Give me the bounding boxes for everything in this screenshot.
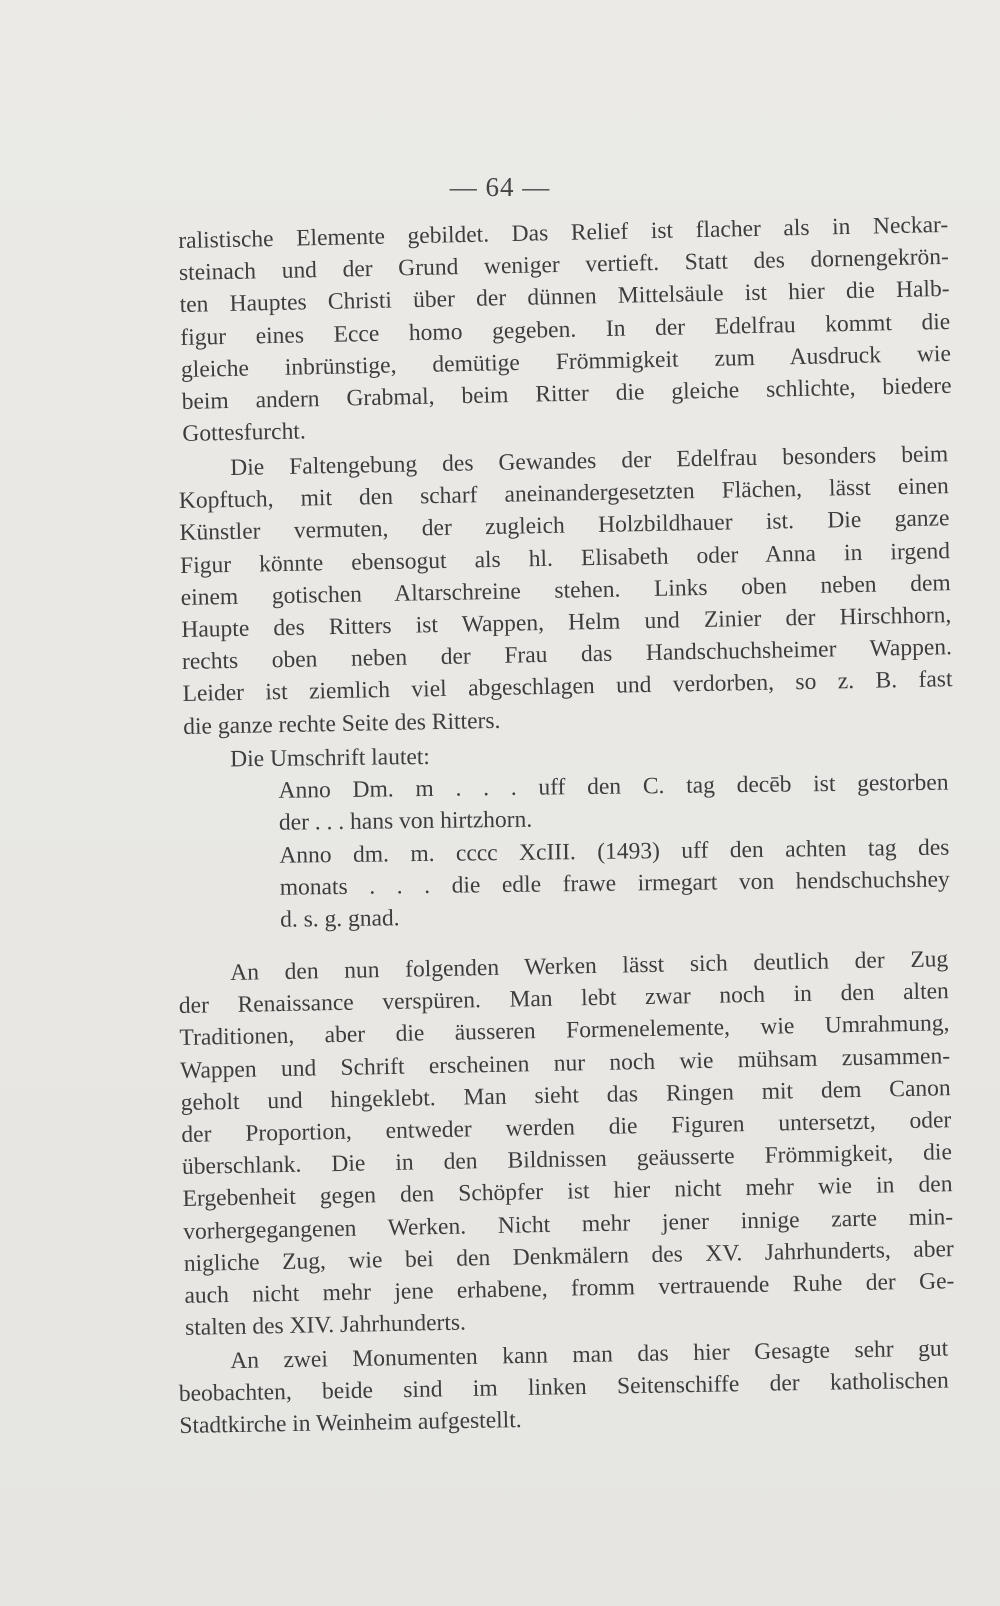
text-line: Ergebenheit gegen den Schöpfer ist hier nicht mehr wie in den	[182, 1171, 953, 1213]
text-line: stalten des XIV. Jahrhunderts.	[184, 1309, 467, 1341]
text-line: Die Faltengebung des Gewandes der Edelfrau besonders beim	[230, 441, 949, 481]
text-line: vorhergegangenen Werken. Nicht mehr jener innige zarte min-	[183, 1203, 954, 1245]
text-line: überschlank. Die in den Bildnissen geäusserte Frömmigkeit, die	[181, 1139, 953, 1181]
text-line: auch nicht mehr jene erhabene, fromm vertrauende Ruhe der Ge-	[184, 1268, 955, 1309]
text-line: nigliche Zug, wie bei den Denkmälern des XV. Jahrhunderts, aber	[183, 1235, 954, 1277]
text-line: die ganze rechte Seite des Ritters.	[183, 707, 501, 740]
text-line: Kopftuch, mit den scharf aneinandergesetzten Flächen, lässt einen	[178, 473, 950, 515]
text-line: Wappen und Schrift erscheinen nur noch wie mühsam zusammen-	[179, 1042, 951, 1084]
paragraph-2	[178, 438, 953, 742]
text-line: gleiche inbrünstige, demütige Frömmigkeit zum Ausdruck wie	[180, 340, 952, 383]
paragraph-4	[178, 943, 955, 1344]
page-number: — 64 —	[449, 172, 551, 202]
text-line: An den nun folgenden Werken lässt sich deutlich der Zug	[230, 946, 949, 986]
paragraph-1	[178, 209, 953, 450]
inscription-line: Anno dm. m. cccc XcIII. (1493) uff den achten tag des	[279, 834, 950, 869]
inscription-line: der . . . hans von hirtzhorn.	[278, 807, 533, 837]
text-line: geholt und hingeklebt. Man sieht das Ringen mit dem Canon	[180, 1074, 951, 1116]
text-line: ralistische Elemente gebildet. Das Relief ist flacher als in Neckar-	[178, 211, 949, 254]
text-line: steinach und der Grund weniger vertieft. Statt des dornengekrön-	[178, 244, 950, 287]
text-line: der Renaissance verspüren. Man lebt zwar noch in den alten	[178, 978, 950, 1020]
text-line: beim andern Grabmal, beim Ritter die gleiche schlichte, biedere	[181, 372, 952, 415]
paragraph-5	[178, 1333, 950, 1443]
inscription-line: monats . . . die edle frawe irmegart von hendschuchshey	[279, 866, 950, 901]
text-line: An zwei Monumenten kann man das hier Gesagte sehr gut	[230, 1335, 949, 1375]
text-line: figur eines Ecce homo gegeben. In der Edelfrau kommt die	[180, 308, 951, 351]
text-line: ten Hauptes Christi über der dünnen Mittelsäule ist hier die Halb-	[179, 276, 950, 319]
text-line: Leider ist ziemlich viel abgeschlagen und verdorben, so z. B. fast	[182, 666, 953, 708]
inscription-line: d. s. g. gnad.	[279, 905, 400, 933]
inscription-line: Anno Dm. m . . . uff den C. tag decēb ist gestorben	[278, 769, 949, 804]
text-line: Künstler vermuten, der zugleich Holzbildhauer ist. Die ganze	[179, 505, 950, 547]
inscription-intro: Die Umschrift lautet:	[230, 743, 431, 773]
text-line: Gottesfurcht.	[182, 418, 306, 448]
text-line: einem gotischen Altarschreine stehen. Links oben neben dem	[180, 569, 951, 611]
text-line: der Proportion, entweder werden die Figuren untersetzt, oder	[181, 1107, 952, 1148]
text-line: Stadtkirche in Weinheim aufgestellt.	[179, 1407, 522, 1440]
inscription-block	[178, 735, 950, 938]
text-line: beobachten, beide sind im linken Seitenschiffe der katholischen	[178, 1367, 949, 1408]
text-line: Traditionen, aber die äusseren Formenelemente, wie Umrahmung,	[179, 1010, 950, 1052]
text-line: rechts oben neben der Frau das Handschuchsheimer Wappen.	[181, 634, 953, 676]
text-line: Haupte des Ritters ist Wappen, Helm und Zinier der Hirschhorn,	[181, 602, 952, 643]
text-line: Figur könnte ebensogut als hl. Elisabeth oder Anna in irgend	[179, 537, 951, 579]
